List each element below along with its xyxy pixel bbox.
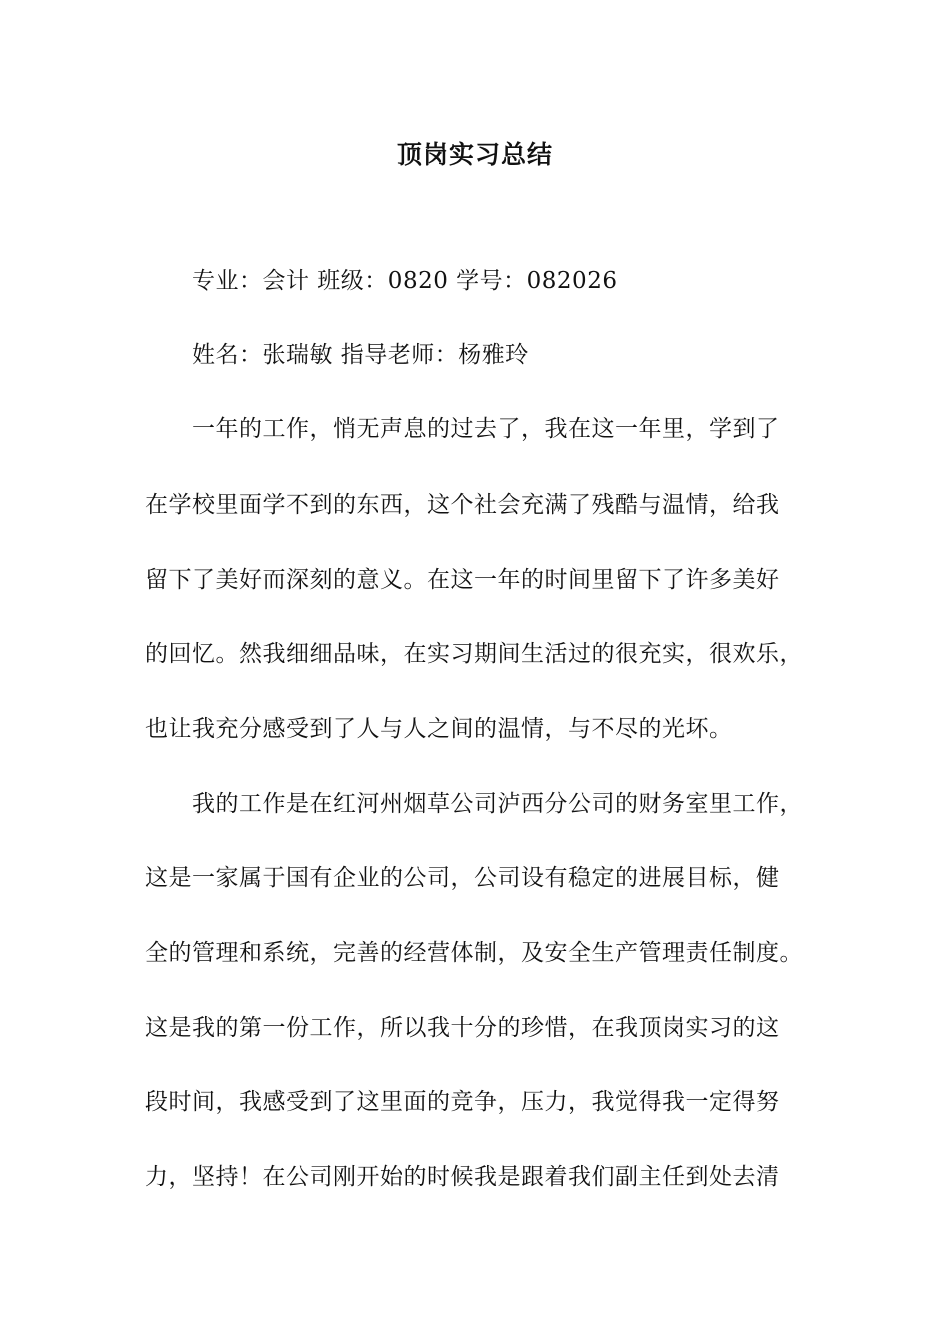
paragraph-line: 段时间，我感受到了这里面的竞争，压力，我觉得我一定得努 [145,1089,780,1115]
paragraph-line: 也让我充分感受到了人与人之间的温情，与不尽的光坏。 [145,716,733,742]
paragraph-line: 一年的工作，悄无声息的过去了，我在这一年里，学到了 [192,416,780,442]
paragraph-line: 留下了美好而深刻的意义。在这一年的时间里留下了许多美好 [145,567,780,593]
paragraph-line: 的回忆。然我细细品味，在实习期间生活过的很充实，很欢乐， [145,641,803,667]
paragraph-line: 在学校里面学不到的东西，这个社会充满了残酷与温情，给我 [145,492,780,518]
paragraph-line: 这是我的第一份工作，所以我十分的珍惜，在我顶岗实习的这 [145,1015,780,1041]
paragraph-line: 力，坚持！在公司刚开始的时候我是跟着我们副主任到处去清 [145,1164,780,1190]
document-title: 顶岗实习总结 [396,140,553,169]
paragraph-line: 这是一家属于国有企业的公司，公司设有稳定的进展目标，健 [145,865,780,891]
paragraph-line: 全的管理和系统，完善的经营体制，及安全生产管理责任制度。 [145,940,803,966]
student-info-line: 专业：会计 班级：0820 学号：082026 [192,268,618,294]
paragraph-line: 我的工作是在红河州烟草公司泸西分公司的财务室里工作， [192,791,803,817]
student-name-line: 姓名：张瑞敏 指导老师：杨雅玲 [192,342,529,368]
